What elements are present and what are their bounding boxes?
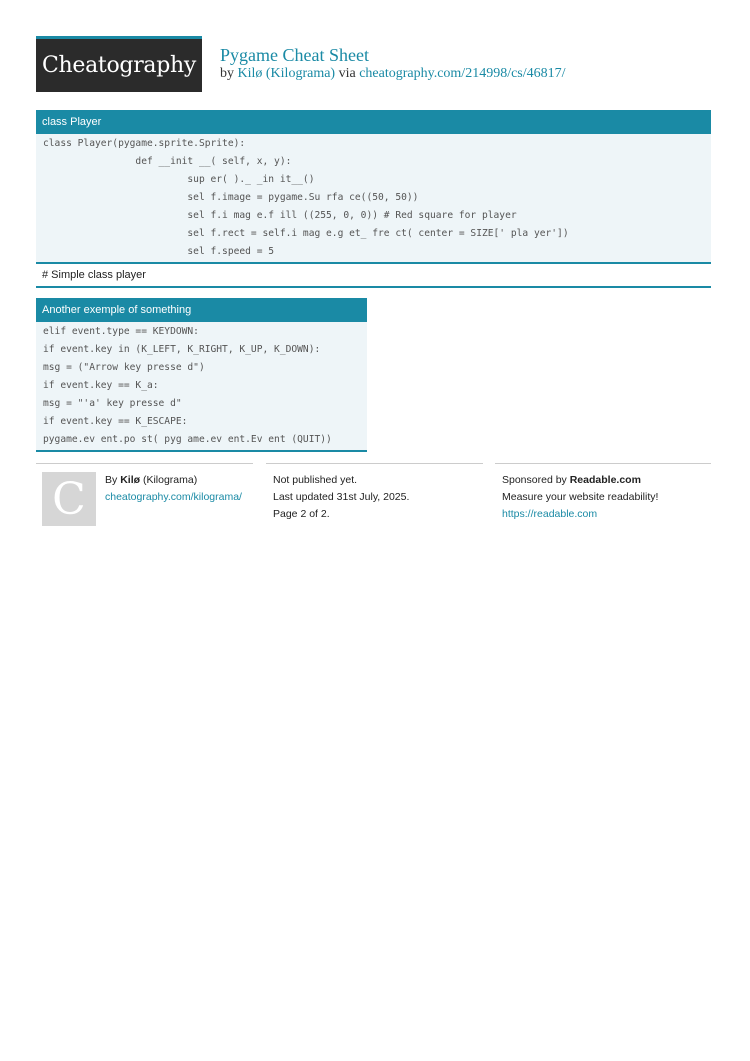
footer-sponsor: [495, 463, 711, 534]
footer-status: [266, 463, 483, 534]
page-title: Pygame Cheat Sheet: [220, 45, 369, 65]
page-number: Page 2 of 2.: [273, 508, 330, 520]
code-line: if event.key == K_ESCAPE:: [43, 416, 188, 427]
section-another-example: [36, 298, 367, 452]
sheet-url-link[interactable]: cheatography.com/214998/cs/46817/: [359, 66, 566, 81]
section-class-player: [36, 110, 711, 288]
code-block: [36, 134, 711, 262]
avatar-letter: C: [52, 473, 86, 525]
sponsor-link[interactable]: https://readable.com: [502, 508, 598, 520]
code-line: if event.key in (K_LEFT, K_RIGHT, K_UP, K_DOWN):: [43, 344, 321, 355]
logo-text: Cheatography: [41, 53, 197, 78]
section-heading: class Player: [36, 110, 711, 134]
sponsor-prefix: Sponsored by: [502, 474, 567, 486]
author-name: Kilø: [120, 474, 141, 486]
section-heading: Another exemple of something: [36, 298, 367, 322]
author-profile-link[interactable]: cheatography.com/kilograma/: [105, 491, 242, 503]
code-line: def __init __( self, x, y):: [43, 156, 292, 167]
section-note: # Simple class player: [36, 262, 711, 286]
code-line: sel f.image = pygame.Su rfa ce((50, 50)): [43, 192, 419, 203]
code-line: sel f.rect = self.i mag e.g et_ fre ct( center = SIZE[' pla yer']): [43, 228, 569, 239]
sponsor-line: [502, 472, 707, 489]
code-line: msg = ("Arrow key presse d"): [43, 362, 205, 373]
last-updated: Last updated 31st July, 2025.: [273, 491, 410, 503]
author-link[interactable]: Kilø (Kilograma): [237, 66, 336, 81]
code-line: sel f.i mag e.f ill ((255, 0, 0)) # Red square for player: [43, 210, 517, 221]
footer-author: [36, 463, 253, 534]
code-line: msg = "'a' key presse d": [43, 398, 182, 409]
published-status: Not published yet.: [273, 474, 358, 486]
cheatography-logo[interactable]: [36, 36, 202, 92]
byline-via: via: [338, 66, 356, 81]
author-avatar: [42, 472, 96, 526]
sponsor-name: Readable.com: [569, 474, 641, 486]
code-block: [36, 322, 367, 450]
sponsor-tagline: Measure your website readability!: [502, 491, 659, 503]
byline: [220, 66, 566, 82]
code-line: sel f.speed = 5: [43, 246, 275, 257]
code-line: class Player(pygame.sprite.Sprite):: [43, 138, 246, 149]
code-line: pygame.ev ent.po st( pyg ame.ev ent.Ev ent (QUIT)): [43, 434, 332, 445]
code-line: sup er( )._ _in it__(): [43, 174, 315, 185]
author-by: By: [105, 474, 118, 486]
author-line: [105, 472, 255, 489]
author-name-suffix: (Kilograma): [142, 474, 198, 486]
code-line: elif event.type == KEYDOWN:: [43, 326, 199, 337]
code-line: if event.key == K_a:: [43, 380, 159, 391]
byline-by: by: [220, 66, 234, 81]
